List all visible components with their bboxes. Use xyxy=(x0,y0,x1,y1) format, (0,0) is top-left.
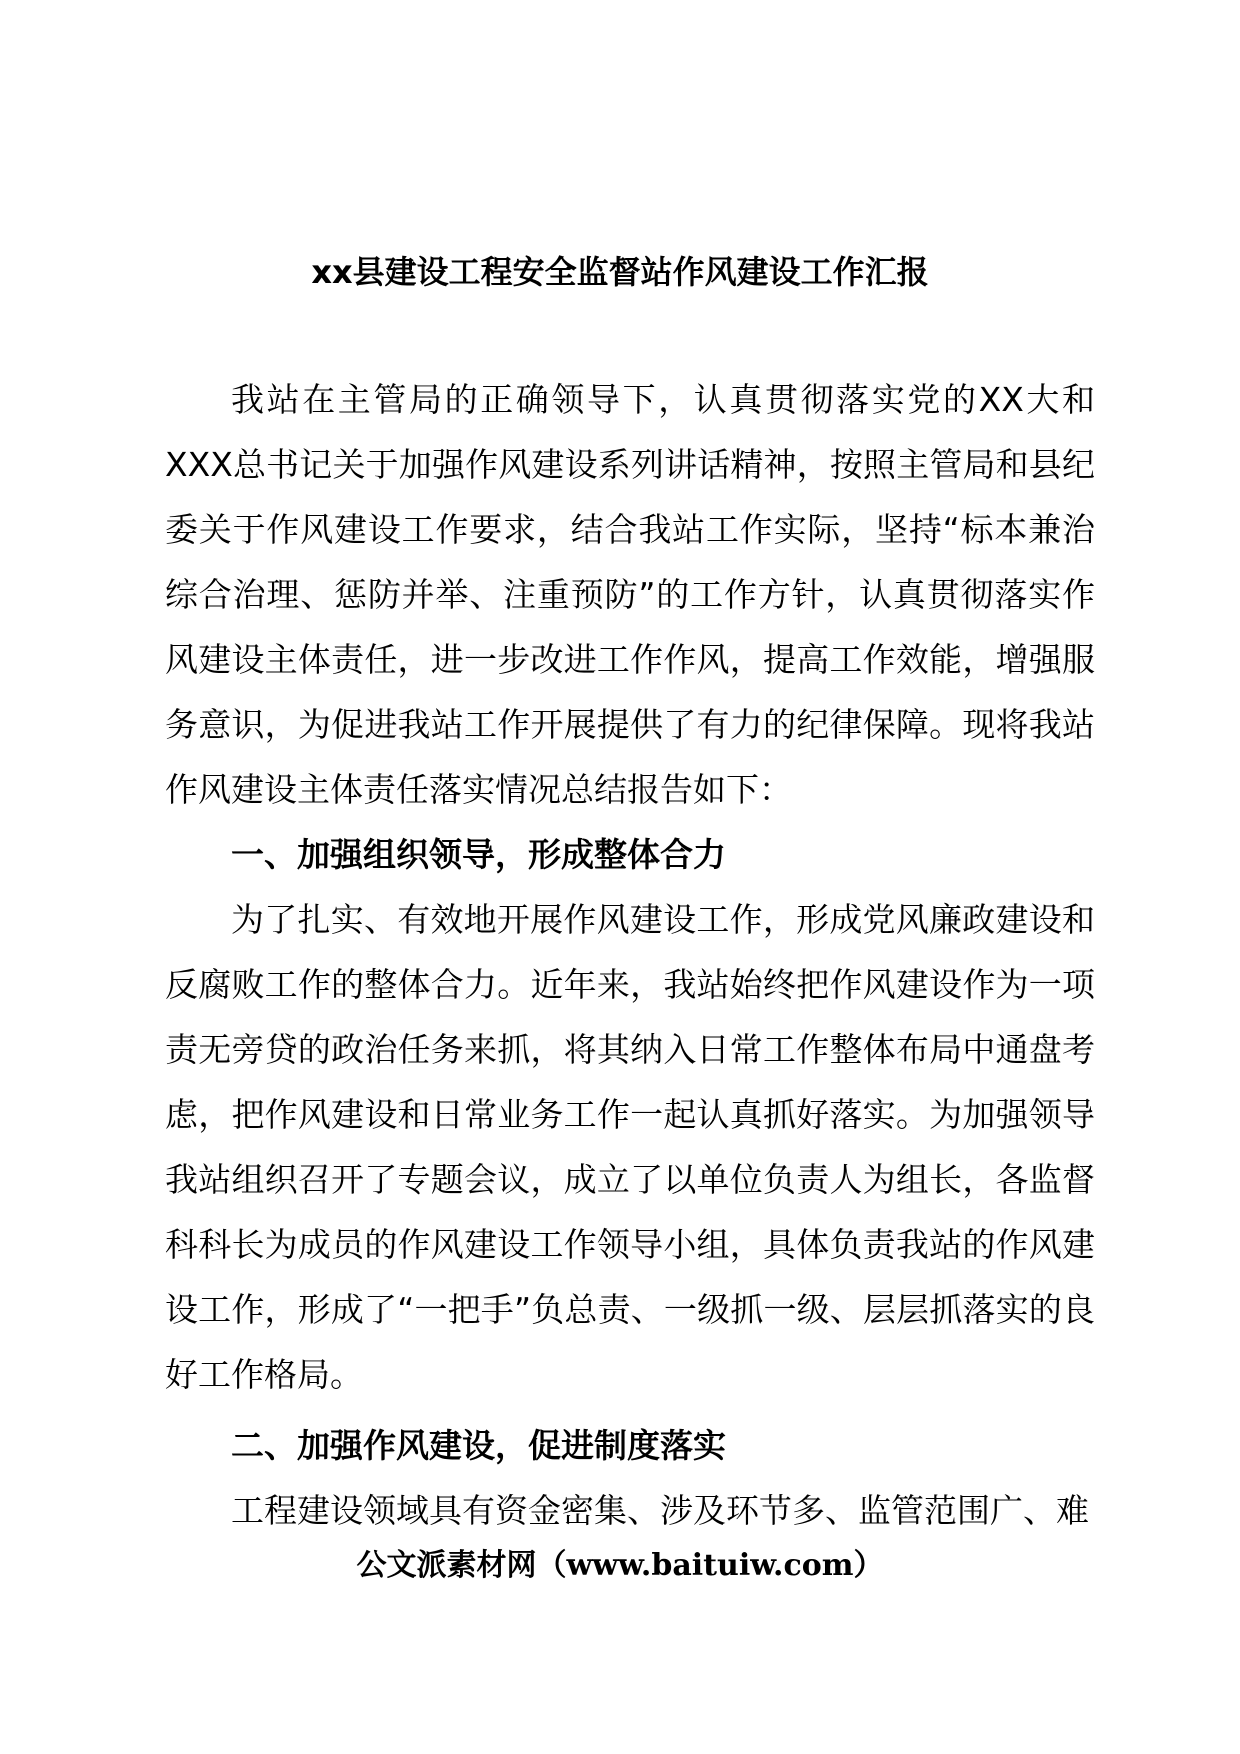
footer-watermark: 公文派素材网（www.baituiw.com） xyxy=(356,1548,884,1583)
section-2-heading: 二、加强作风建设，促进制度落实 xyxy=(231,1426,726,1465)
section-1-heading: 一、加强组织领导，形成整体合力 xyxy=(231,835,726,874)
intro-paragraph: 我站在主管局的正确领导下，认真贯彻落实党的XX大和XXX总书记关于加强作风建设系列讲话精神，按照主管局和县纪委关于作风建设工作要求，结合我站工作实际，坚持“标本兼治综合治理、惩防并举、注重预防”的工作方针，认真贯彻落实作风建设主体责任，进一步改进工作作风，提高工作效能，增强服务意识，为促进我站工作开展提供了有力的纪律保障。现将我站作风建设主体责任落实情况总结报告如下： xyxy=(165,380,1095,809)
section-1-paragraph: 为了扎实、有效地开展作风建设工作，形成党风廉政建设和反腐败工作的整体合力。近年来，我站始终把作风建设作为一项责无旁贷的政治任务来抓，将其纳入日常工作整体布局中通盘考虑，把作风建设和日常业务工作一起认真抓好落实。为加强领导我站组织召开了专题会议，成立了以单位负责人为组长，各监督科科长为成员的作风建设工作领导小组，具体负责我站的作风建设工作，形成了“一把手”负总责、一级抓一级、层层抓落实的良好工作格局。 xyxy=(165,900,1095,1394)
document-title: xx县建设工程安全监督站作风建设工作汇报 xyxy=(311,253,929,291)
section-2-paragraph: 工程建设领域具有资金密集、涉及环节多、监管范围广、难 xyxy=(231,1491,1089,1530)
document-body xyxy=(165,367,1095,1543)
